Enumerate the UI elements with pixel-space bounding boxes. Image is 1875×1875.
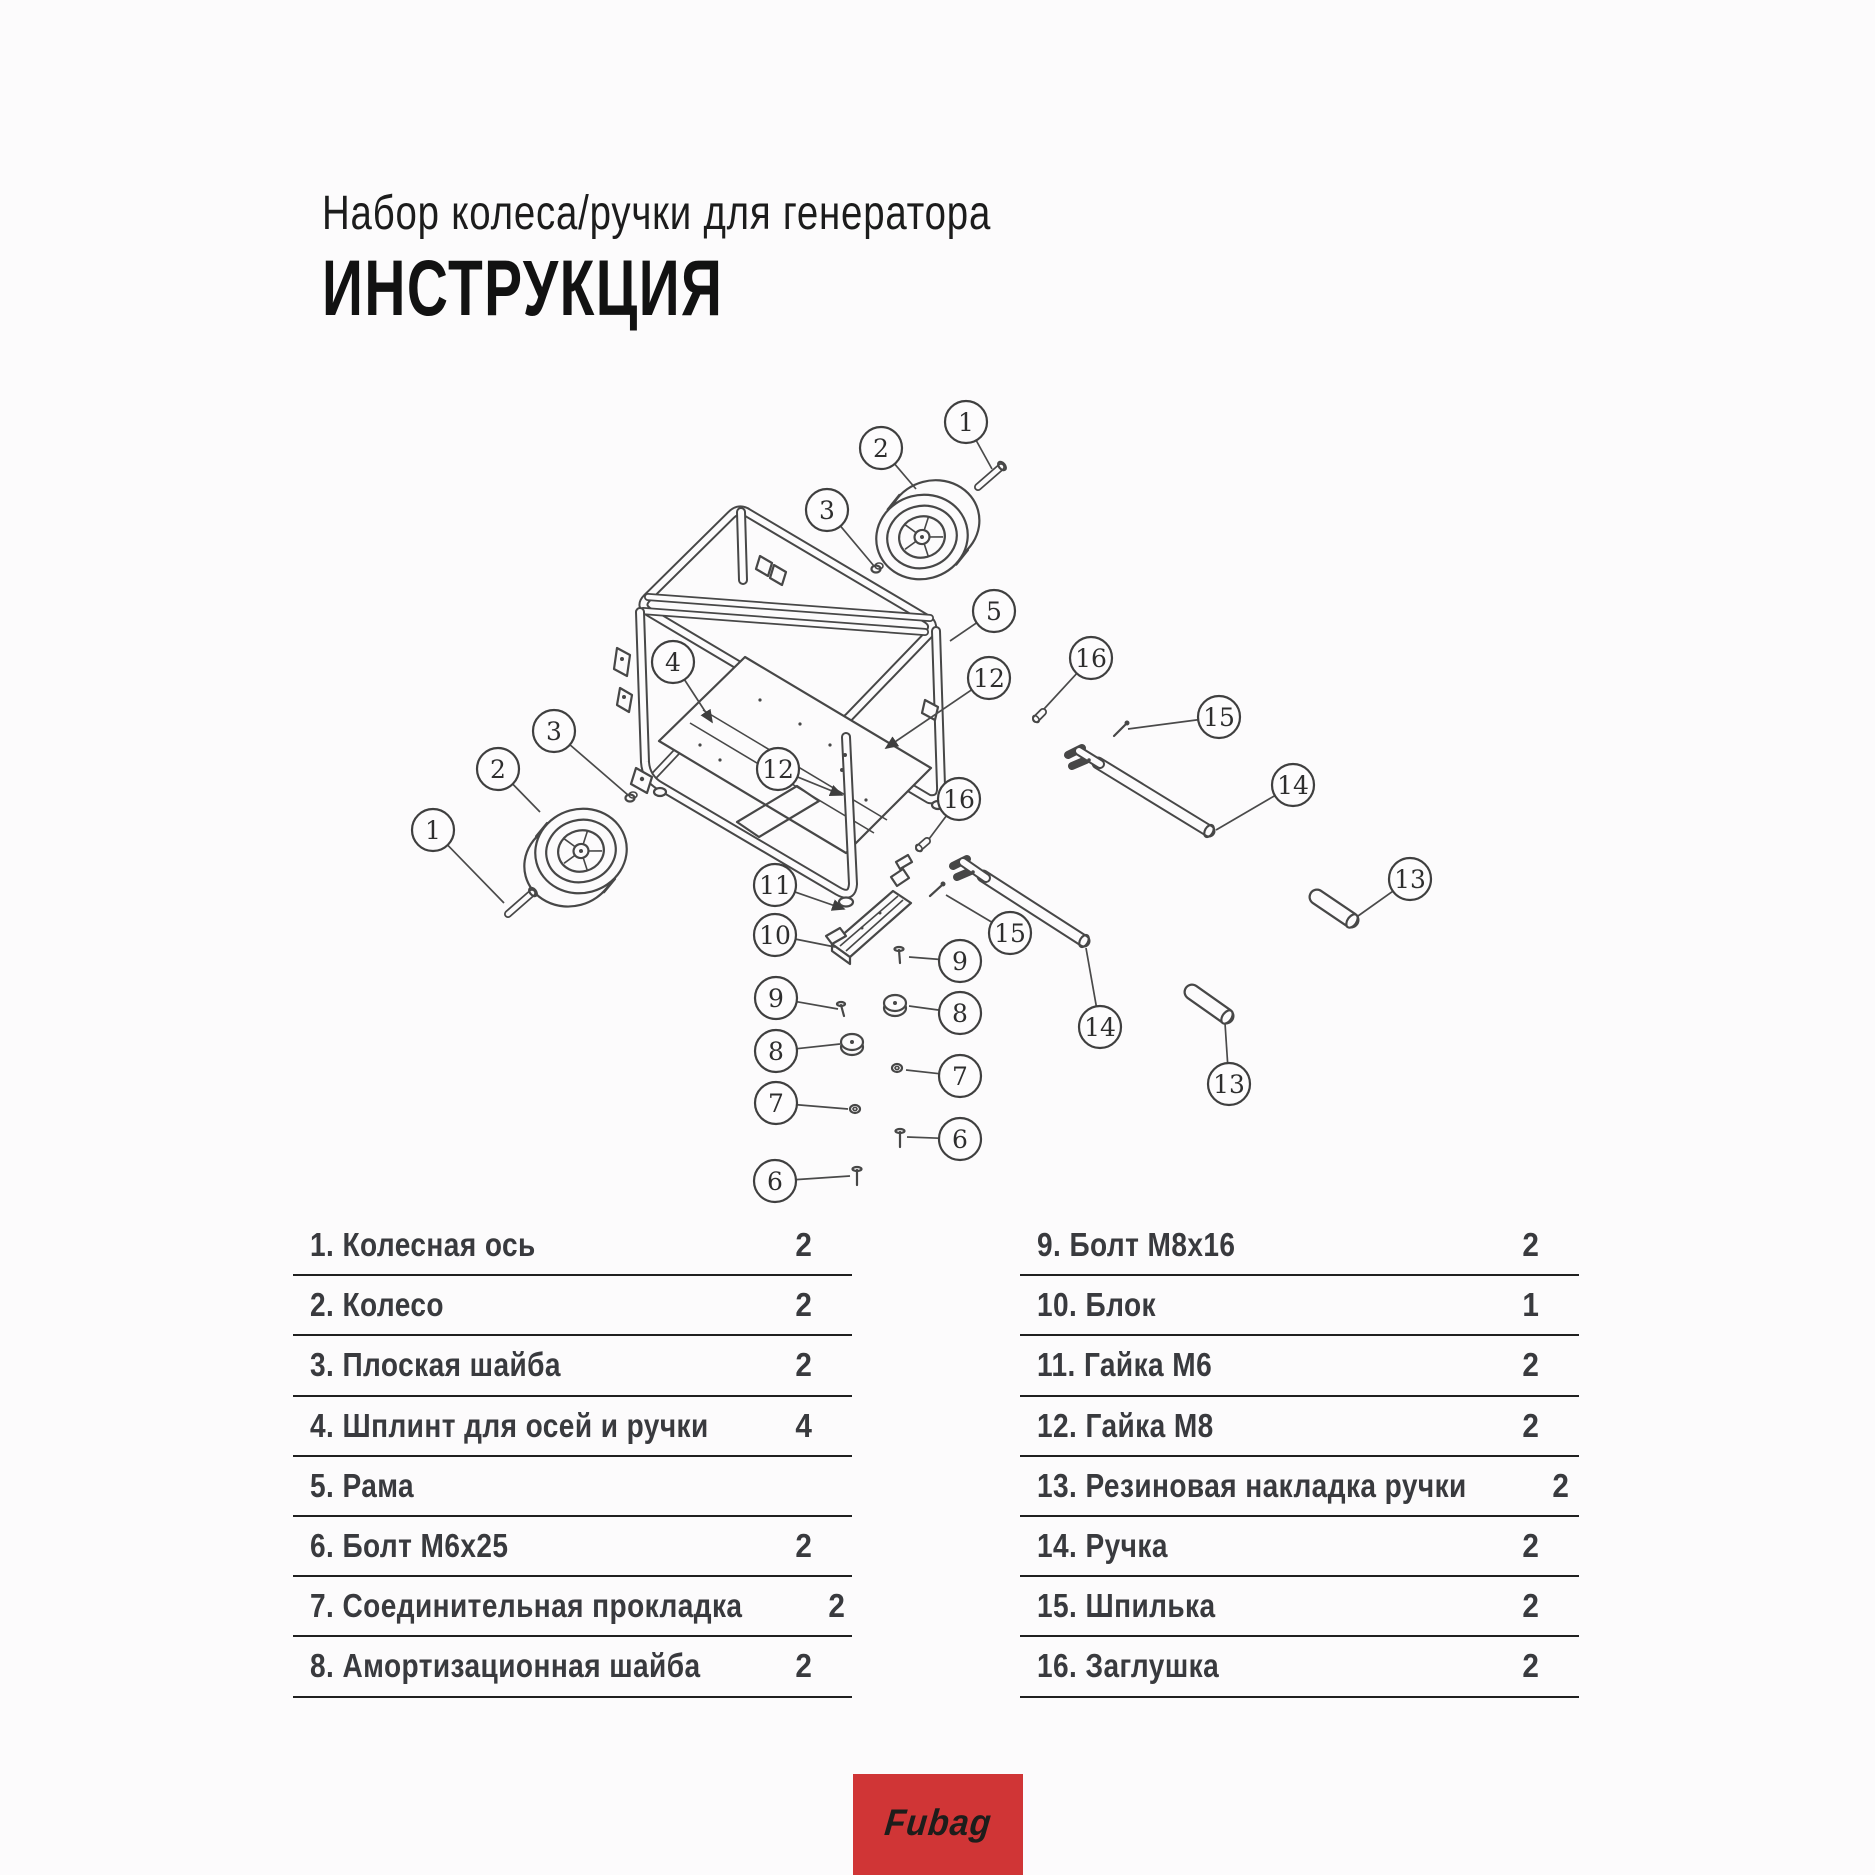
table-row [293,1517,852,1577]
grip-lower [1192,992,1235,1026]
part-name: 8. Амортизационная шайба [310,1647,701,1685]
svg-text:1: 1 [958,408,974,437]
callout-15 [1128,696,1240,738]
part-name: 4. Шплинт для осей и ручки [310,1406,709,1444]
svg-text:12: 12 [973,664,1005,693]
svg-text:8: 8 [768,1037,784,1066]
bolt-m8-right [895,947,904,963]
part-qty: 2 [1521,1346,1539,1384]
callout-1 [412,809,504,903]
parts-table-left [293,1216,852,1698]
part-name: 7. Соединительная прокладка [310,1587,743,1625]
axle-pin-rear [978,460,1007,487]
svg-text:3: 3 [819,496,835,525]
callout-1 [945,401,992,469]
part-name: 9. Болт М8х16 [1037,1226,1236,1264]
callout-7 [755,1082,848,1124]
shock-washer-left [841,1034,863,1055]
callout-8 [755,1030,840,1072]
svg-text:14: 14 [1277,771,1309,800]
table-row [293,1336,852,1396]
shock-washer-right [884,995,906,1016]
callout-13 [1358,858,1431,916]
svg-text:15: 15 [1203,703,1235,732]
svg-text:13: 13 [1213,1070,1245,1099]
table-row [293,1577,852,1637]
callout-2 [860,427,916,489]
svg-text:2: 2 [873,434,889,463]
table-row [293,1457,852,1517]
callout-10 [754,914,835,956]
svg-text:14: 14 [1084,1013,1116,1042]
stud-lower [930,882,946,897]
table-row [1020,1397,1579,1457]
svg-text:7: 7 [952,1062,968,1091]
svg-text:10: 10 [759,921,791,950]
table-row [293,1637,852,1697]
part-name: 16. Заглушка [1037,1647,1220,1685]
part-name: 15. Шпилька [1037,1587,1216,1625]
callout-3 [533,710,628,795]
grip-upper [1317,897,1360,930]
page-subtitle: Набор колеса/ручки для генератора [322,187,992,240]
bolt-m6-left [853,1167,862,1185]
gasket-left [850,1105,860,1113]
svg-text:16: 16 [1075,644,1107,673]
part-qty: 2 [828,1587,845,1625]
part-qty: 2 [1521,1527,1539,1565]
table-row [1020,1637,1579,1697]
callout-12 [886,657,1010,748]
part-qty: 2 [794,1346,812,1384]
svg-text:9: 9 [952,947,968,976]
part-qty: 2 [794,1527,812,1565]
part-name: 12. Гайка М8 [1037,1406,1214,1444]
part-name: 14. Ручка [1037,1527,1168,1565]
part-qty: 2 [1551,1466,1569,1504]
callout-14 [1079,948,1121,1048]
svg-text:8: 8 [952,999,968,1028]
svg-text:11: 11 [759,871,791,900]
exploded-diagram [380,330,1490,1230]
part-name: 5. Рама [310,1466,415,1504]
svg-text:15: 15 [994,919,1026,948]
part-name: 2. Колесо [310,1286,444,1324]
table-row [293,1216,852,1276]
part-qty: 2 [1521,1647,1539,1685]
table-row [293,1276,852,1336]
callout-16 [1044,637,1112,709]
part-qty: 2 [794,1226,812,1264]
table-row [293,1397,852,1457]
callout-9 [909,940,981,982]
gasket-right [892,1064,902,1072]
callout-5 [950,590,1015,641]
svg-text:3: 3 [546,717,562,746]
table-row [1020,1577,1579,1637]
part-qty: 4 [794,1406,812,1444]
axle-pin-front [508,886,538,914]
callout-2 [477,748,540,812]
part-name: 10. Блок [1037,1286,1156,1324]
part-qty: 2 [794,1647,812,1685]
svg-text:9: 9 [768,984,784,1013]
stud-upper [1114,721,1130,737]
svg-text:1: 1 [425,816,441,845]
bolt-m6-right [896,1129,905,1147]
callout-6 [907,1118,981,1160]
part-qty: 2 [1521,1226,1539,1264]
part-qty: 1 [1521,1286,1539,1324]
svg-text:7: 7 [768,1089,784,1118]
svg-text:13: 13 [1394,865,1426,894]
handle-upper [1068,748,1216,839]
table-row [1020,1457,1579,1517]
part-name: 13. Резиновая накладка ручки [1037,1466,1467,1504]
callout-14 [1216,764,1314,830]
table-row [1020,1517,1579,1577]
callout-9 [755,977,838,1019]
svg-text:2: 2 [490,755,506,784]
callout-6 [754,1160,850,1202]
part-qty: 2 [794,1286,812,1324]
page-title: ИНСТРУКЦИЯ [322,243,724,332]
cap-lower [915,841,927,853]
part-name: 1. Колесная ось [310,1226,536,1264]
part-name: 11. Гайка М6 [1037,1346,1213,1384]
svg-text:6: 6 [952,1125,968,1154]
table-row [1020,1276,1579,1336]
callout-13 [1208,1023,1250,1105]
part-name: 3. Плоская шайба [310,1346,561,1384]
svg-text:16: 16 [943,785,975,814]
svg-text:5: 5 [986,597,1002,626]
bolt-m8-left [837,1002,845,1016]
table-row [1020,1216,1579,1276]
svg-text:6: 6 [767,1167,783,1196]
fubag-logo-text: Fubag [882,1801,994,1843]
svg-text:4: 4 [665,648,681,677]
callout-8 [909,992,981,1034]
svg-text:12: 12 [762,755,794,784]
callout-7 [906,1055,981,1097]
part-qty: 2 [1521,1587,1539,1625]
wheel-rear [864,470,992,589]
cap-upper [1032,712,1043,724]
parts-table-right [1020,1216,1579,1698]
part-name: 6. Болт М6х25 [310,1527,509,1565]
part-qty: 2 [1521,1406,1539,1444]
table-row [1020,1336,1579,1396]
fubag-logo [853,1774,1023,1875]
